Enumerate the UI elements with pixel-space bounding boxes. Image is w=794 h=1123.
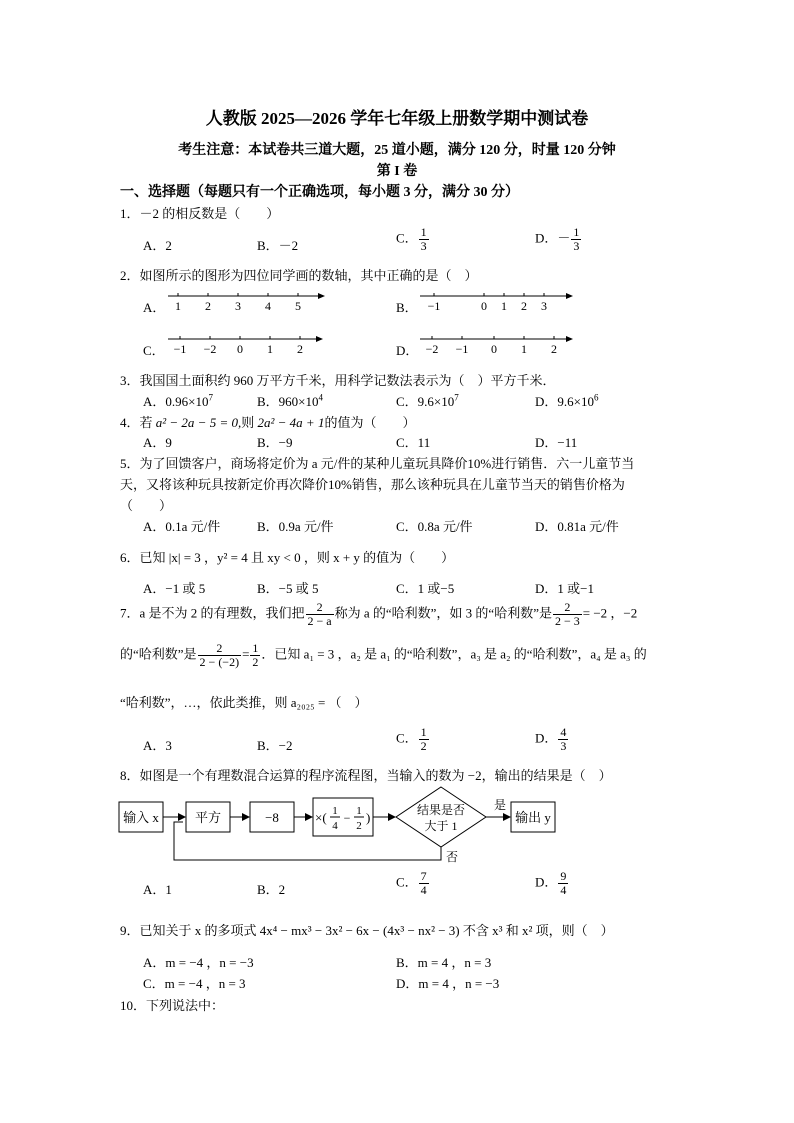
q7-f3-num: 2 (198, 642, 242, 656)
q2-number-line-d (414, 331, 579, 359)
q2-b-tick-label: 2 (521, 299, 527, 313)
q2-stem: 2．如图所示的图形为四位同学画的数轴，其中正确的是（ ） (120, 268, 478, 283)
q2-c-tick-label: 1 (267, 342, 273, 356)
q1-c-fraction (419, 226, 429, 253)
q7-frac-1 (306, 601, 334, 628)
q3-stem: 3．我国国土面积约 960 万平方千米，用科学记数法表示为（ ）平方千米． (120, 373, 556, 388)
flow-minus-text: −8 (265, 810, 279, 825)
flow-decision-line1: 结果是否 (416, 803, 466, 817)
q7-option-c (396, 726, 430, 753)
q9-option-d: D．m = 4 ，n = −3 (396, 976, 500, 991)
q7-f2-den: 2 − 3 (554, 614, 580, 628)
q7-stem-line2 (120, 642, 647, 669)
q10-stem: 10．下列说法中： (120, 998, 225, 1013)
q4-condition: a² − 2a − 5 = 0, (155, 415, 242, 430)
section-heading: 一、选择题（每题只有一个正确选项，每小题 3 分，满分 30 分） (120, 185, 519, 200)
q1-option-b: B．－2 (257, 238, 299, 253)
q7-stem-line1 (120, 601, 637, 628)
q7-c-den: 2 (420, 739, 427, 753)
q7-option-d (535, 726, 569, 753)
q5-option-c: C．0.8a 元/件 (396, 519, 473, 534)
q4-stem (120, 412, 415, 431)
q7-l2-post: ．已知 a₁ = 3 ，a₂ 是 a₁ 的“哈利数”，a₃ 是 a₂ 的“哈利数”，a₄ 是 a₃ 的 (261, 646, 647, 662)
q7-frac-4 (250, 642, 260, 669)
q1-d-fraction (571, 226, 581, 253)
q9-stem: 9．已知关于 x 的多项式 4x⁴ − mx³ − 3x² − 6x − (4x³ − nx² − 3) 不含 x³ 和 x² 项，则（ ） (120, 923, 614, 938)
q2-b-tick-label: −1 (427, 299, 441, 313)
q7-f4-num: 1 (252, 641, 259, 655)
q2-option-c-label: C． (143, 343, 165, 358)
flow-no-label: 否 (446, 850, 459, 864)
flow-times-suffix: ) (366, 810, 371, 825)
q7-d-den: 3 (560, 739, 567, 753)
q2-d-tick-label: 2 (551, 342, 557, 356)
q8-option-b: B．2 (257, 882, 286, 897)
q8-stem: 8．如图是一个有理数混合运算的程序流程图，当输入的数为 −2，输出的结果是（ ） (120, 768, 612, 783)
q6-option-d: D．1 或−1 (535, 581, 594, 596)
q7-l1-pre: 7．a 是不为 2 的有理数，我们把 (120, 605, 305, 621)
q3-option-d (535, 391, 598, 410)
q5-option-d: D．0.81a 元/件 (535, 519, 619, 534)
flow-times-n1: 1 (332, 805, 338, 817)
q7-f3-den: 2 − (−2) (199, 655, 240, 669)
q9-option-a: A．m = −4 ，n = −3 (143, 955, 254, 970)
q8-flowchart (118, 784, 568, 866)
q8-c-fraction (419, 870, 429, 897)
q1-c-label: C． (396, 230, 418, 246)
q6-option-a: A．−1 或 5 (143, 581, 206, 596)
q1-stem: 1．－2 的相反数是（ ） (120, 206, 280, 221)
q1-c-num: 1 (420, 225, 427, 239)
q4-suffix: 的值为（ ） (324, 415, 416, 430)
q7-c-num: 1 (420, 725, 427, 739)
q7-f1-den: 2 − a (307, 614, 332, 628)
q2-a-tick-label: 4 (265, 299, 271, 313)
q8-c-label: C． (396, 874, 418, 890)
q2-b-tick-label: 3 (541, 299, 547, 313)
q3-d-base: D．9.6×10 (535, 394, 594, 409)
q7-option-a: A．3 (143, 738, 172, 753)
q3-c-exp: 7 (454, 392, 459, 403)
q7-d-fraction (558, 726, 568, 753)
q8-option-a: A．1 (143, 882, 172, 897)
q3-option-a (143, 391, 213, 410)
q7-c-label: C． (396, 730, 418, 746)
q2-d-tick-label: −2 (425, 342, 439, 356)
q8-c-num: 7 (420, 869, 427, 883)
q9-option-c: C．m = −4 ，n = 3 (143, 976, 246, 991)
q5-stem-line3: （ ） (120, 498, 173, 513)
q7-option-b: B．−2 (257, 738, 293, 753)
q1-option-d (535, 226, 582, 253)
q7-f1-num: 2 (306, 601, 334, 615)
q7-d-label: D． (535, 730, 558, 746)
q4-option-c: C．11 (396, 435, 431, 450)
flow-decision-line2: 大于 1 (424, 819, 458, 833)
q2-option-d-label: D． (396, 343, 419, 358)
flow-times-prefix: ×( (315, 810, 327, 825)
flow-yes-label: 是 (494, 798, 507, 812)
q7-l1-post: = −2 ，−2 (582, 605, 638, 621)
q4-option-d: D．−11 (535, 435, 578, 450)
q7-frac-2 (553, 601, 582, 628)
q1-d-den: 3 (573, 239, 580, 253)
q1-d-num: 1 (573, 225, 580, 239)
q7-d-num: 4 (560, 725, 567, 739)
q4-mid: 则 (241, 415, 258, 430)
flow-decision-diamond (396, 787, 486, 847)
q3-b-exp: 4 (318, 392, 324, 403)
q2-b-tick-label: 0 (481, 299, 487, 313)
q2-option-b-label: B． (396, 300, 418, 315)
q3-option-b (257, 391, 323, 410)
q2-a-tick-label: 3 (235, 299, 241, 313)
q9-option-b: B．m = 4 ，n = 3 (396, 955, 492, 970)
q6-option-c: C．1 或−5 (396, 581, 455, 596)
q7-l1-mid: 称为 a 的“哈利数”，如 3 的“哈利数”是 (334, 605, 552, 621)
q8-d-fraction (558, 870, 568, 897)
q8-c-den: 4 (420, 883, 427, 897)
q5-stem-line1: 5．为了回馈客户，商场将定价为 a 元/件的某种儿童玩具降价10%进行销售．六一儿童节当 (120, 456, 635, 471)
q8-d-num: 9 (560, 869, 567, 883)
q1-option-a: A．2 (143, 238, 172, 253)
flow-times-d2: 2 (356, 820, 362, 832)
q2-option-a-label: A． (143, 300, 166, 315)
q2-a-tick-label: 5 (295, 299, 301, 313)
q6-option-b: B．−5 或 5 (257, 581, 319, 596)
flow-input-text: 输入 x (123, 810, 159, 825)
q2-number-line-b (414, 288, 579, 316)
q2-a-tick-label: 2 (205, 299, 211, 313)
q2-number-line-c (160, 331, 330, 359)
flow-square-text: 平方 (194, 810, 222, 825)
flow-times-n2: 1 (356, 805, 362, 817)
q4-prefix: 4．若 (120, 415, 156, 430)
q8-option-c (396, 870, 430, 897)
q5-stem-line2: 天，又将该种玩具按新定价再次降价10%销售，那么该种玩具在儿童节当天的销售价格为 (120, 477, 625, 492)
q3-option-c (396, 391, 459, 410)
q4-expression: 2a² − 4a + 1 (257, 415, 325, 430)
q3-b-base: B．960×10 (257, 394, 319, 409)
q7-l2-eq: = (242, 646, 250, 662)
q2-b-tick-label: 1 (501, 299, 507, 313)
q8-option-d (535, 870, 569, 897)
volume-label: 第 I 卷 (376, 164, 418, 179)
q1-option-c (396, 226, 430, 253)
q7-f2-num: 2 (553, 601, 582, 615)
q7-frac-3 (198, 642, 242, 669)
q2-c-tick-label: −2 (203, 342, 217, 356)
q4-option-b: B．−9 (257, 435, 293, 450)
q2-d-tick-label: 1 (521, 342, 527, 356)
q8-d-label: D． (535, 874, 558, 890)
exam-notice: 考生注意：本试卷共三道大题，25 道小题，满分 120 分，时量 120 分钟 (178, 143, 616, 158)
q3-d-exp: 6 (593, 392, 599, 403)
flow-times-d1: 4 (332, 820, 338, 832)
q7-l2-pre: 的“哈利数”是 (120, 646, 197, 662)
q4-option-a: A．9 (143, 435, 172, 450)
q1-c-den: 3 (420, 239, 427, 253)
q2-c-tick-label: 0 (237, 342, 243, 356)
flow-loop-line (174, 822, 441, 860)
q1-d-label: D．－ (535, 230, 571, 246)
flow-output-text: 输出 y (515, 810, 551, 825)
q7-f4-den: 2 (252, 655, 259, 669)
q2-a-tick-label: 1 (175, 299, 181, 313)
q5-option-a: A．0.1a 元/件 (143, 519, 221, 534)
q7-c-fraction (419, 726, 429, 753)
q3-a-base: A．0.96×10 (143, 394, 209, 409)
q3-c-base: C．9.6×10 (396, 394, 455, 409)
q2-d-tick-label: −1 (455, 342, 469, 356)
q3-a-exp: 7 (208, 392, 213, 403)
q2-c-tick-label: 2 (297, 342, 303, 356)
q2-d-tick-label: 0 (491, 342, 497, 356)
q2-number-line-a (160, 288, 330, 316)
q8-d-den: 4 (560, 883, 567, 897)
q7-stem-line3: “哈利数”，…，依此类推，则 a₂₀₂₅ = （ ） (120, 695, 368, 710)
flow-times-sep: − (343, 811, 351, 825)
q2-c-tick-label: −1 (173, 342, 187, 356)
q5-option-b: B．0.9a 元/件 (257, 519, 334, 534)
q6-stem: 6．已知 |x| = 3 ，y² = 4 且 xy < 0 ，则 x + y 的值为（ ） (120, 550, 455, 565)
page-title: 人教版 2025—2026 学年七年级上册数学期中测试卷 (205, 109, 589, 128)
